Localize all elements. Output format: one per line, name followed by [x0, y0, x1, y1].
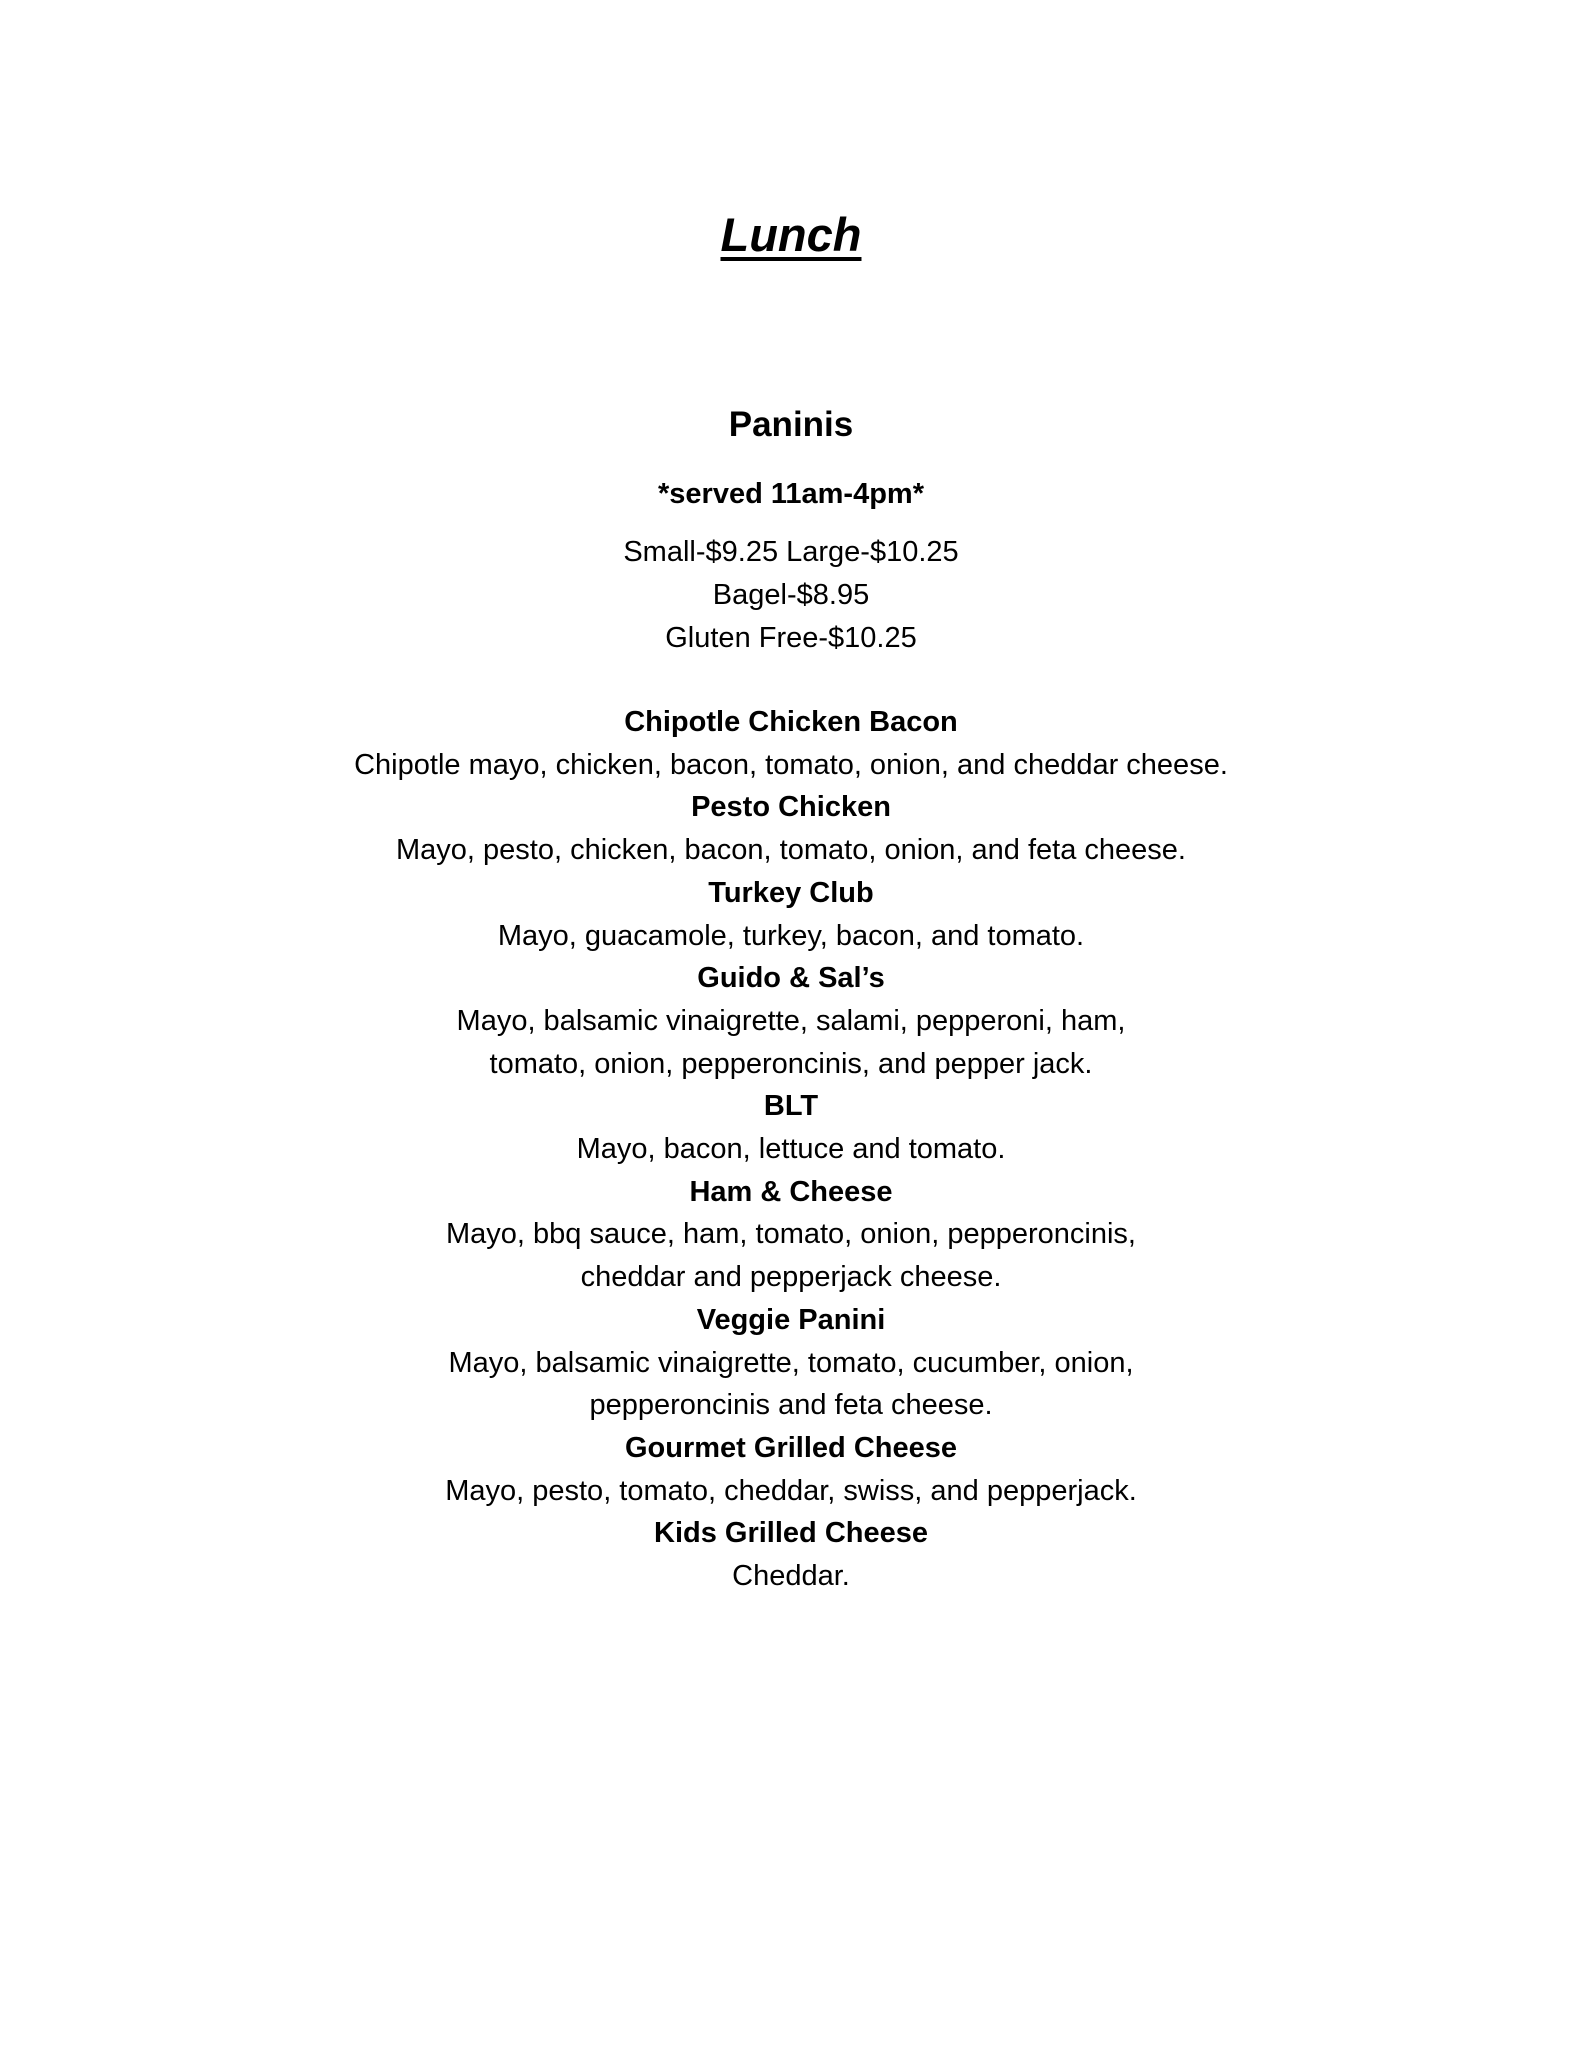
menu-item-description: Mayo, pesto, tomato, cheddar, swiss, and pepperjack.	[445, 1474, 1137, 1507]
menu-items	[0, 701, 1582, 1598]
menu-item-name: Kids Grilled Cheese	[654, 1517, 928, 1550]
price-line: Gluten Free-$10.25	[665, 622, 917, 654]
menu-item-name: Guido & Sal’s	[697, 962, 885, 995]
menu-item-description: pepperoncinis and feta cheese.	[589, 1389, 993, 1422]
menu-item-description: Mayo, bacon, lettuce and tomato.	[576, 1133, 1006, 1166]
serving-hours: *served 11am-4pm*	[658, 478, 924, 510]
menu-item-description: Mayo, guacamole, turkey, bacon, and tomato.	[497, 919, 1085, 952]
menu-item-name: Ham & Cheese	[689, 1175, 893, 1208]
price-list	[0, 531, 1582, 660]
section-heading: Paninis	[728, 405, 854, 444]
menu-item-description: Cheddar.	[732, 1560, 850, 1593]
menu-item-description: Chipotle mayo, chicken, bacon, tomato, onion, and cheddar cheese.	[354, 748, 1228, 781]
menu-item-description: Mayo, pesto, chicken, bacon, tomato, onion, and feta cheese.	[396, 834, 1186, 867]
page-title: Lunch	[720, 208, 862, 261]
menu-item-name: Veggie Panini	[696, 1303, 886, 1336]
menu-item-description: tomato, onion, pepperoncinis, and pepper jack.	[489, 1047, 1093, 1080]
menu-item-description: Mayo, balsamic vinaigrette, tomato, cucumber, onion,	[448, 1346, 1134, 1379]
menu-item-name: BLT	[763, 1090, 819, 1123]
menu-item-description: Mayo, balsamic vinaigrette, salami, pepperoni, ham,	[456, 1004, 1126, 1037]
menu-item-name: Chipotle Chicken Bacon	[624, 706, 958, 738]
menu-item-name: Turkey Club	[708, 876, 874, 909]
menu-item-description: Mayo, bbq sauce, ham, tomato, onion, pepperoncinis,	[446, 1218, 1136, 1251]
menu-item-description: cheddar and pepperjack cheese.	[580, 1261, 1002, 1294]
price-line: Small-$9.25 Large-$10.25	[623, 536, 959, 568]
price-line: Bagel-$8.95	[712, 579, 870, 611]
menu-item-name: Gourmet Grilled Cheese	[625, 1431, 957, 1464]
menu-item-name: Pesto Chicken	[691, 791, 891, 824]
